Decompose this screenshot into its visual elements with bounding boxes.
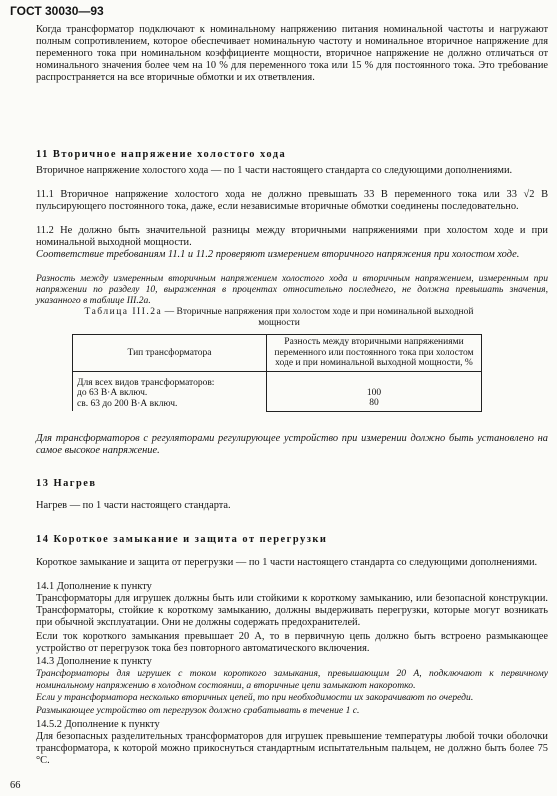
paragraph-heating: Нагрев — по 1 части настоящего стандарта. [36, 500, 231, 511]
paragraph-temperature: Для безопасных разделительных трансформаторов для игрушек превышение температуры любой точки оболочки трансформатора, к которой можно прикоснуться стандартным испытательным пальцем, не должно быть более 75 °С. [36, 731, 548, 766]
table-value-100: 100 [366, 387, 382, 398]
paragraph-test-method: Трансформаторы для игрушек с током короткого замыкания, превышающим 20 А, подключают к первичному номинальному напряжению в холодном состоянии, а вторичные цепи замыкают накоротко. [36, 668, 548, 691]
paragraph-trip-time: Размыкающее устройство от перегрузок должно срабатывать в течение 1 с. [36, 705, 360, 716]
table-row [73, 371, 482, 411]
paragraph-regulators: Для трансформаторов с регуляторами регулирующее устройство при измерении должно быть установлено на самое высокое напряжение. [36, 433, 548, 456]
section-13-title: 13 Нагрев [36, 478, 97, 489]
table-cell-upto-63: до 63 В·А включ. [77, 388, 148, 398]
table-cell-values [267, 371, 482, 411]
table-value-80: 80 [369, 398, 379, 408]
table-header-row [73, 335, 482, 372]
paragraph-nominal-voltage: Когда трансформатор подключают к номинальному напряжению питания номинальной частоты и нагружают полным сопротивлением, которое обеспечивает номинальную частоту и номинальное вторичное напряжение для переменного тока при номинальном коэффициенте мощности, вторичное напряжение не должно отличаться от номинального значения более чем на 10 % для переменного тока или 15 % для постоянного тока. Это требование распространяется на все вторичные обмотки и их ответвления. [36, 24, 548, 83]
paragraph-14-1: 14.1 Дополнение к пункту [36, 581, 152, 592]
paragraph-14-5-2: 14.5.2 Дополнение к пункту [36, 719, 160, 730]
paragraph-11-2: 11.2 Не должно быть значительной разницы между вторичными напряжениями при холостом ходе и при номинальной выходной мощности. [36, 225, 548, 248]
voltage-table [72, 334, 482, 412]
paragraph-14-3: 14.3 Дополнение к пункту [36, 656, 152, 667]
section-14-title: 14 Короткое замыкание и защита от перегрузки [36, 534, 328, 545]
paragraph-11-1: 11.1 Вторичное напряжение холостого хода не должно превышать 33 В переменного тока или 33 √2 В пульсирующего постоянного тока, даже, если независимые вторичные обмотки соединены последовательно. [36, 189, 548, 212]
standard-header: ГОСТ 30030—93 [10, 4, 104, 18]
paragraph-multiple-circuits: Если у трансформатора несколько вторичных цепей, то при необходимости их закорачивают по очереди. [36, 692, 474, 703]
paragraph-14-intro: Короткое замыкание и защита от перегрузки — по 1 части настоящего стандарта со следующими дополнениями. [36, 557, 538, 568]
table-caption-text: — Вторичные напряжения при холостом ходе и при номинальной выходной мощности [162, 307, 474, 328]
table-cell-all-types: Для всех видов трансформаторов: [77, 377, 215, 388]
table-caption [64, 307, 494, 329]
paragraph-compliance: Соответствие требованиям 11.1 и 11.2 проверяют измерением вторичного напряжения при холостом ходе. [36, 249, 520, 260]
paragraph-short-circuit: Трансформаторы для игрушек должны быть или стойкими к короткому замыканию, или безопасной конструкции. Трансформаторы, стойкие к короткому замыканию, должны выдерживать перегрузки, которые могут возникать при обычной эксплуатации. Они не должны содержать предохранителей. [36, 593, 548, 628]
paragraph-11-intro: Вторичное напряжение холостого хода — по 1 части настоящего стандарта со следующими дополнениями. [36, 165, 513, 176]
paragraph-difference: Разность между измеренным вторичным напряжением холостого хода и вторичным напряжением, измеренным при напряжении по разделу 10, выраженная в процентах относительно последнего, не должна превышать значения, указанного в таблице III.2а. [36, 273, 548, 306]
table-cell-type [73, 371, 267, 411]
paragraph-current-limit: Если ток короткого замыкания превышает 20 А, то в первичную цепь должно быть встроено размыкающее устройство от перегрузок тока без повторного автоматического включения. [36, 631, 548, 654]
table-header-difference: Разность между вторичными напряжениями переменного или постоянного тока при холостом ходе и при номинальной выходной мощности, % [267, 335, 482, 372]
table-cell-63-200: св. 63 до 200 В·А включ. [77, 398, 178, 409]
table-header-type: Тип трансформатора [73, 335, 267, 372]
section-11-title: 11 Вторичное напряжение холостого хода [36, 149, 287, 160]
table-caption-label: Таблица III.2а [84, 307, 163, 317]
page-number: 66 [10, 780, 21, 791]
